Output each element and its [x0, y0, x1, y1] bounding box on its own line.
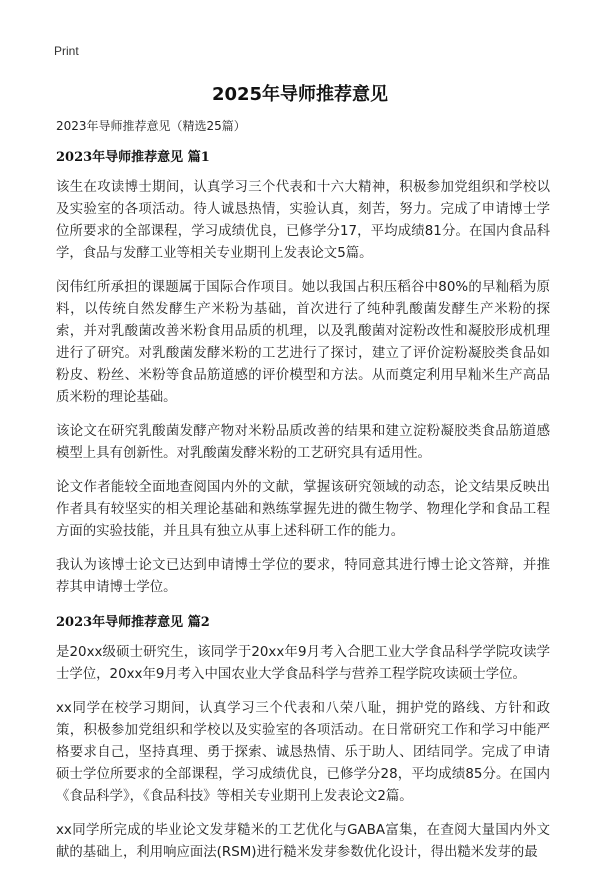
- document-body: [56, 117, 550, 876]
- paragraph: 论文作者能较全面地查阅国内外的文献，掌握该研究领域的动态，论文结果反映出作者具有较坚实的相关理论基础和熟练掌握先进的微生物学、物理化学和食品工程方面的实验技能，并且具有独立从事上述科研工作的能力。: [56, 480, 550, 539]
- document-subtitle: 2023年导师推荐意见（精选25篇）: [56, 119, 246, 133]
- paragraph: 闵伟红所承担的课题属于国际合作项目。她以我国占积压稻谷中80%的早籼稻为原料，以传统自然发酵生产米粉为基础，首次进行了纯种乳酸菌发酵生产米粉的探索，并对乳酸菌改善米粉食用品质的机理，以及乳酸菌对淀粉改性和凝胶形成机理进行了研究。对乳酸菌发酵米粉的工艺进行了探讨，建立了评价淀粉凝胶类食品如粉皮、粉丝、米粉等食品筋道感的评价模型和方法。从而奠定利用早籼米生产高品质米粉的理论基础。: [56, 280, 550, 405]
- section-heading: 2023年导师推荐意见 篇1: [56, 150, 210, 165]
- section-2: [56, 611, 550, 864]
- section-heading: 2023年导师推荐意见 篇2: [56, 615, 210, 630]
- paragraph: 是20xx级硕士研究生，该同学于20xx年9月考入合肥工业大学食品科学学院攻读学士学位，20xx年9月考入中国农业大学食品科学与营养工程学院攻读硕士学位。: [56, 645, 550, 682]
- section-1: [56, 146, 550, 599]
- paragraph: 我认为该博士论文已达到申请博士学位的要求，特同意其进行博士论文答辩，并推荐其申请博士学位。: [56, 558, 550, 595]
- paragraph: 该论文在研究乳酸菌发酵产物对米粉品质改善的结果和建立淀粉凝胶类食品筋道感模型上具有创新性。对乳酸菌发酵米粉的工艺研究具有适用性。: [56, 424, 550, 461]
- document-title: 2025年导师推荐意见: [211, 84, 389, 105]
- paragraph: xx同学在校学习期间，认真学习三个代表和八荣八耻，拥护党的路线、方针和政策，积极参加党组织和学校以及实验室的各项活动。在日常研究工作和学习中能严格要求自己，坚持真理、勇于探索、诚恳热情、乐于助人、团结同学。完成了申请硕士学位所要求的全部课程，学习成绩优良，已修学分28，平均成绩85分。在国内《食品科学》，《食品科技》等相关专业期刊上发表论文2篇。: [56, 701, 550, 804]
- paragraph: xx同学所完成的毕业论文发芽糙米的工艺优化与GABA富集，在查阅大量国内外文献的基础上，利用响应面法(RSM)进行糙米发芽参数优化设计，得出糙米发芽的最: [56, 823, 550, 860]
- paragraph: 该生在攻读博士期间，认真学习三个代表和十六大精神，积极参加党组织和学校以及实验室的各项活动。待人诚恳热情，实验认真，刻苦，努力。完成了申请博士学位所要求的全部课程，学习成绩优良，已修学分17，平均成绩81分。在国内食品科学，食品与发酵工业等相关专业期刊上发表论文5篇。: [56, 180, 550, 261]
- print-link[interactable]: Print: [54, 44, 79, 58]
